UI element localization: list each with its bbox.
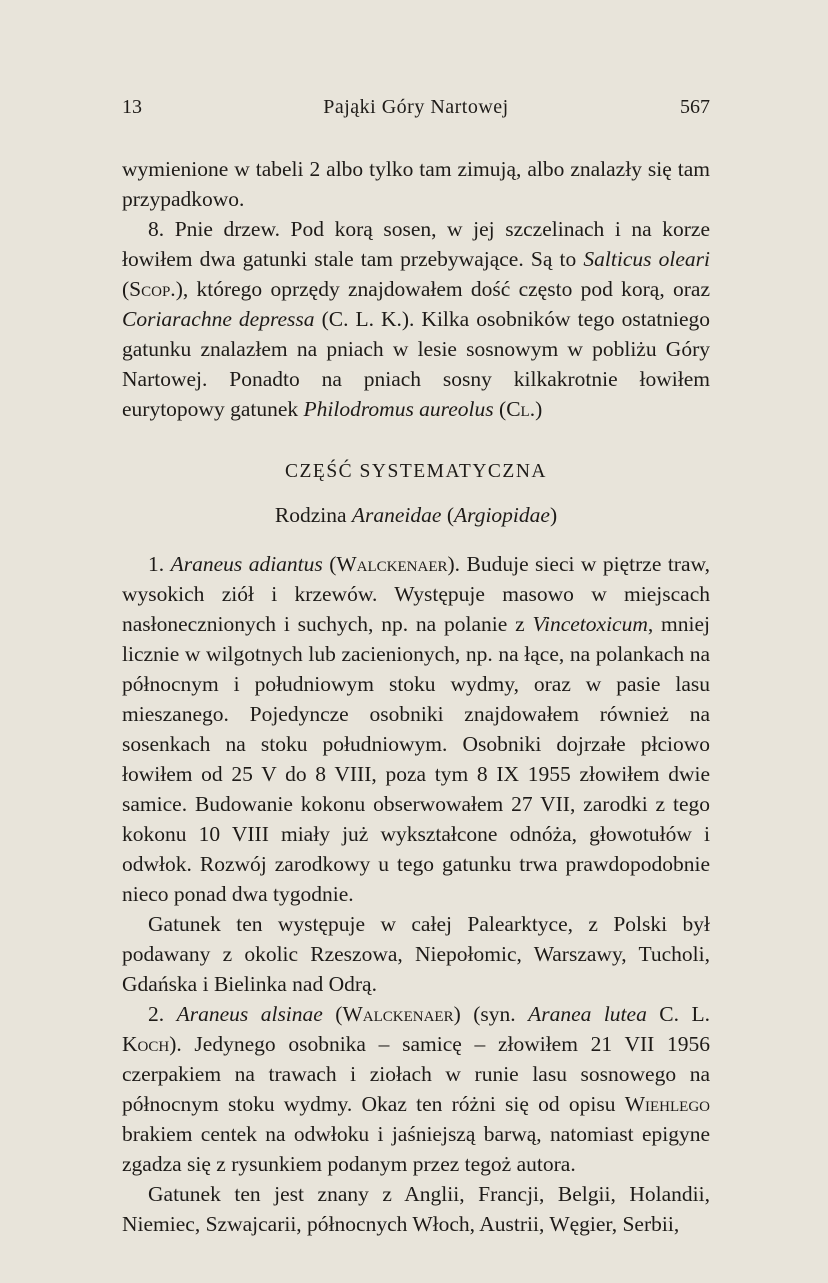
text-run: ) [549,503,558,527]
family-name: Araneidae [351,503,442,527]
page-number-left: 13 [122,96,142,118]
text-run: ( [493,397,507,421]
species-name: Araneus adiantus [170,552,323,576]
species-name: Araneus alsinae [176,1002,323,1026]
text-run: ( [441,503,454,527]
author-name: Cl. [506,397,536,421]
text-run: ). Jedynego osobnika – samicę – złowiłem 21 VII 1956 czerpakiem na trawach i ziołach w runie lasu sosnowego na północnym stoku wydmy. Okaz ten różni się od opisu [122,1032,710,1116]
paragraph-araneus-alsinae [122,999,710,1179]
text-run: ), którego oprzędy znajdowałem dość często pod korą, oraz [175,277,710,301]
text-run: Gatunek ten jest znany z Anglii, Francji, Belgii, Holandii, Niemiec, Szwajcarii, północnych Włoch, Austrii, Węgier, Serbii, [122,1182,710,1236]
text-run: ) (syn. [453,1002,529,1026]
text-run: 8. Pnie drzew. Pod korą sosen, w jej szczelinach i na korze łowiłem dwa gatunki stale tam przebywające. Są to [122,217,710,271]
text-run: ( [322,1002,343,1026]
author-name: Scop. [129,277,176,301]
text-run: Rodzina [274,503,352,527]
plant-name: Vincetoxicum [532,612,648,636]
text-run: ) [535,397,543,421]
text-run: 1. [148,552,171,576]
species-name: Salticus oleari [583,247,710,271]
paragraph-distribution-2 [122,1179,710,1239]
text-run: , mniej licznie w wilgotnych lub zacienionych, np. na łące, na polankach na północnym i południowym stoku wydmy, oraz w pasie lasu mieszanego. Pojedyncze osobniki znajdowałem również na sosenkach na stoku południowym. Osobniki dojrzałe płciowo łowiłem od 25 V do 8 VIII, poza tym 8 IX 1955 złowiłem dwie samice. Budowanie kokonu obserwowałem 27 VII, zarodki z tego kokonu 10 VIII miały już wykształcone odnóża, głowotułów i odwłok. Rozwój zarodkowy u tego gatunku trwa prawdopodobnie nieco ponad dwa tygodnie. [122,612,710,906]
text-run: wymienione w tabeli 2 albo tylko tam zimują, albo znalazły się tam przypadkowo. [122,157,710,211]
author-name: Walckenaer [336,552,448,576]
paragraph-continuation [122,154,710,214]
family-heading [122,500,710,530]
family-name: Argiopidae [454,503,550,527]
text-run: ( [322,552,337,576]
text-run: Gatunek ten występuje w całej Palearktyce, z Polski był podawany z okolic Rzeszowa, Niepołomic, Warszawy, Tucholi, Gdańska i Bielinka nad Odrą. [122,912,710,996]
running-title: Pająki Góry Nartowej [323,96,509,118]
page-number-right: 567 [680,96,710,118]
text-run: ( [122,277,130,301]
text-run: (C. L. K.). Kilka osobników tego ostatniego gatunku znalazłem na pniach w lesie sosnowym w pobliżu Góry Nartowej. Ponadto na pniach sosny kilkakrotnie łowiłem eurytopowy gatunek [122,307,710,421]
author-name: Walckenaer [342,1002,454,1026]
species-name: Coriarachne depressa [122,307,315,331]
text-run: ). Buduje sieci w piętrze traw, wysokich ziół i krzewów. Występuje masowo w miejscach nasłonecznionych i suchych, np. na polanie z [122,552,711,636]
paragraph-araneus-adiantus [122,549,710,909]
text-run: 2. [148,1002,177,1026]
species-name: Philodromus aureolus [303,397,494,421]
text-run: C. L. [646,1002,710,1026]
body-text [122,154,710,1239]
section-heading: CZĘŚĆ SYSTEMATYCZNA [285,461,547,482]
author-name: Wiehlego [624,1092,710,1116]
author-name: Koch [122,1032,170,1056]
species-name: Aranea lutea [528,1002,647,1026]
running-header [122,96,710,126]
text-run: brakiem centek na odwłoku i jaśniejszą barwą, natomiast epigyne zgadza się z rysunkiem podanym przez tegoż autora. [122,1122,710,1176]
paragraph-distribution-1 [122,909,710,999]
paragraph-tree-trunks [122,214,710,424]
